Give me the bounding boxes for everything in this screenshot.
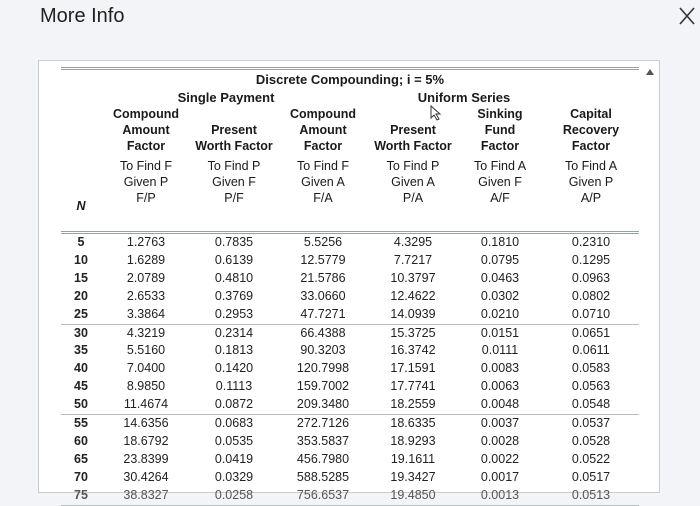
factor-cell-pf: 0.1113 [215,379,253,394]
factor-cell-ap: 0.2310 [571,235,611,249]
interest-factor-table [61,67,639,506]
column-header-ap-l3: Factor [571,139,611,153]
column-header-ap-l6: A/P [580,191,602,205]
factor-cell-ap: 0.0522 [571,451,611,466]
table-row [61,451,639,469]
factor-cell-ap: 0.0802 [571,288,611,303]
factor-cell-fa: 12.5779 [300,252,346,267]
factor-cell-af: 0.0022 [480,451,520,466]
factor-cell-pf: 0.7835 [214,235,254,249]
factor-cell-pa: 18.6335 [390,416,436,431]
factor-cell-af: 0.0037 [480,416,520,431]
factor-cell-pf: 0.0329 [214,469,254,484]
table-row [61,342,639,360]
table-row [61,306,639,324]
table-row [61,378,639,396]
table-row [61,288,639,306]
column-header-fp-l2: Amount [122,123,170,137]
column-header-fa-l1: Compound [290,107,356,121]
table-row [61,469,639,487]
factor-cell-pa: 17.1591 [390,361,436,376]
column-header-pa-l3: Worth Factor [374,139,452,153]
factor-cell-pa: 17.7741 [390,379,436,394]
factor-cell-fa: 90.3203 [300,343,346,358]
table-row [61,324,639,342]
factor-cell-af: 0.0111 [481,343,519,358]
factor-cell-fp: 30.4264 [123,469,169,484]
table-title [61,70,639,89]
factor-cell-fa: 33.0660 [300,288,346,303]
column-header-pf-l4: To Find P [207,159,261,173]
column-header-fp-l5: Given P [123,175,169,189]
table-header [61,89,639,231]
column-header-ap-l5: Given P [568,175,614,189]
factor-table-body [61,234,639,506]
column-header-pf-l3: Worth Factor [195,139,273,153]
factor-cell-af: 0.0302 [480,288,520,303]
table-row [61,487,639,505]
scroll-up-arrow-icon[interactable] [645,67,655,77]
factor-cell-pa: 7.7217 [393,252,433,267]
factor-cell-pf: 0.0419 [214,451,254,466]
factor-cell-pa: 12.4622 [390,288,436,303]
factor-cell-pf: 0.4810 [214,270,254,285]
factor-cell-fp: 1.2763 [126,235,166,249]
factor-cell-fp: 2.0789 [126,270,166,285]
factor-cell-af: 0.0028 [480,433,520,448]
table-row [61,433,639,451]
factor-cell-ap: 0.0583 [571,361,611,376]
row-n-cell: 55 [74,416,88,431]
group-uniform-series: Uniform Series [417,90,511,105]
group-single-payment: Single Payment [177,90,275,105]
factor-cell-fa: 272.7126 [296,416,350,431]
factor-cell-fa: 353.5837 [296,433,350,448]
row-n-cell: 50 [61,396,101,414]
column-header-pf-l2: Present [211,123,257,137]
column-header-fp-l6: F/P [136,191,156,205]
column-header-af-l5: Given F [478,175,522,189]
factor-cell-fp: 4.3219 [126,325,166,340]
factor-cell-pa: 18.9293 [390,433,436,448]
factor-cell-fa: 120.7998 [296,361,350,376]
factor-cell-af: 0.0463 [480,270,520,285]
column-header-pa-l6: P/A [402,191,424,205]
row-n-cell: 15 [74,270,88,285]
factor-cell-fp: 23.8399 [123,451,169,466]
factor-cell-fp: 7.0400 [126,361,166,376]
factor-cell-fa: 588.5285 [296,469,350,484]
factor-cell-fa: 209.3480 [277,396,369,414]
factor-cell-ap: 0.0611 [572,343,610,358]
column-header-af-l3: Factor [480,139,520,153]
column-header-fa-l4: To Find F [296,159,350,173]
factor-cell-fp: 8.9850 [126,379,166,394]
table-row [61,234,639,252]
table-title-text: Discrete Compounding; i = 5% [255,72,445,87]
column-header-fp-l4: To Find F [119,159,173,173]
row-n-cell: 20 [74,288,88,303]
factor-cell-ap: 0.0548 [543,396,639,414]
column-header-fa-l6: F/A [313,191,333,205]
row-n-cell: 5 [77,235,85,249]
factor-cell-af: 0.0048 [457,396,543,414]
factor-cell-fa: 756.6537 [277,487,369,505]
row-n-cell: 35 [74,343,88,358]
factor-cell-fp: 14.6356 [123,416,169,431]
factor-cell-fa: 5.5256 [303,235,343,249]
factor-cell-fa: 21.5786 [300,270,346,285]
info-scroll-panel[interactable] [38,60,660,502]
table-row [61,396,639,414]
row-n-cell: 30 [74,325,88,340]
factor-cell-af: 0.0151 [480,325,520,340]
factor-cell-fp: 5.5160 [126,343,166,358]
factor-cell-pf: 0.2314 [214,325,254,340]
column-header-fp-l1: Compound [113,107,179,121]
factor-cell-ap: 0.0513 [543,487,639,505]
factor-cell-ap: 0.0963 [571,270,611,285]
factor-cell-pa: 15.3725 [390,325,436,340]
row-n-cell: 65 [74,451,88,466]
column-header-af-l6: A/F [490,191,510,205]
column-header-af-l2: Fund [484,123,516,137]
factor-cell-fa: 47.7271 [277,306,369,324]
column-header-n: N [76,199,86,213]
factor-cell-pf: 0.1420 [214,361,254,376]
factor-cell-pf: 0.6139 [214,252,254,267]
factor-cell-pf: 0.0258 [191,487,277,505]
factor-cell-pa: 19.3427 [390,469,436,484]
factor-cell-pa: 18.2559 [369,396,457,414]
close-icon[interactable] [678,6,696,26]
column-header-pa-l2: Present [390,123,436,137]
column-header-pa-l4: To Find P [386,159,440,173]
factor-cell-fp: 38.8327 [101,487,191,505]
row-n-cell: 10 [74,252,88,267]
factor-cell-pa: 19.4850 [369,487,457,505]
factor-cell-pa: 4.3295 [393,235,433,249]
factor-cell-pa: 10.3797 [390,270,436,285]
row-n-cell: 70 [74,469,88,484]
column-header-pf-l5: Given F [212,175,256,189]
factor-cell-fp: 1.6289 [126,252,166,267]
column-header-fp-l3: Factor [126,139,166,153]
factor-cell-af: 0.0013 [457,487,543,505]
factor-cell-pf: 0.1813 [214,343,254,358]
table-row [61,252,639,270]
column-header-pf-l6: P/F [224,191,244,205]
factor-cell-af: 0.0017 [480,469,520,484]
factor-cell-ap: 0.0517 [571,469,611,484]
column-header-fa-l2: Amount [299,123,347,137]
table-row [61,415,639,433]
factor-cell-pf: 0.0535 [214,433,254,448]
factor-cell-ap: 0.0710 [543,306,639,324]
factor-cell-pa: 16.3742 [390,343,436,358]
column-header-ap-l2: Recovery [562,123,620,137]
factor-cell-ap: 0.0537 [571,416,611,431]
column-header-af-l1: Sinking [477,107,523,121]
factor-cell-pf: 0.0683 [214,416,254,431]
factor-cell-ap: 0.1295 [571,252,611,267]
factor-cell-pa: 19.1611 [390,451,436,466]
factor-cell-fa: 66.4388 [300,325,346,340]
factor-cell-ap: 0.0563 [571,379,611,394]
row-n-cell: 25 [61,306,101,324]
mouse-pointer-icon [429,105,443,121]
factor-cell-pf: 0.2953 [191,306,277,324]
factor-cell-pf: 0.3769 [214,288,254,303]
factor-cell-ap: 0.0528 [571,433,611,448]
factor-cell-ap: 0.0651 [571,325,611,340]
table-row [61,360,639,378]
row-n-cell: 40 [74,361,88,376]
column-header-ap-l1: Capital [570,107,612,121]
factor-cell-fp: 3.3864 [101,306,191,324]
factor-cell-fa: 456.7980 [296,451,350,466]
row-n-cell: 60 [74,433,88,448]
dialog-title: More Info [40,5,125,27]
factor-cell-fa: 159.7002 [296,379,350,394]
row-n-cell: 45 [74,379,88,394]
column-header-ap-l4: To Find A [564,159,618,173]
column-header-fa-l3: Factor [303,139,343,153]
factor-cell-pa: 14.0939 [369,306,457,324]
factor-cell-af: 0.0795 [480,252,520,267]
table-row [61,270,639,288]
factor-cell-fp: 2.6533 [126,288,166,303]
factor-cell-fp: 18.6792 [123,433,169,448]
column-header-pa-l5: Given A [391,175,435,189]
factor-cell-fp: 11.4674 [101,396,191,414]
row-n-cell: 75 [61,487,101,505]
factor-cell-af: 0.1810 [480,235,520,249]
factor-cell-af: 0.0063 [480,379,520,394]
column-header-fa-l5: Given A [301,175,345,189]
factor-cell-pf: 0.0872 [191,396,277,414]
factor-cell-af: 0.0210 [457,306,543,324]
factor-cell-af: 0.0083 [480,361,520,376]
column-header-af-l4: To Find A [473,159,527,173]
